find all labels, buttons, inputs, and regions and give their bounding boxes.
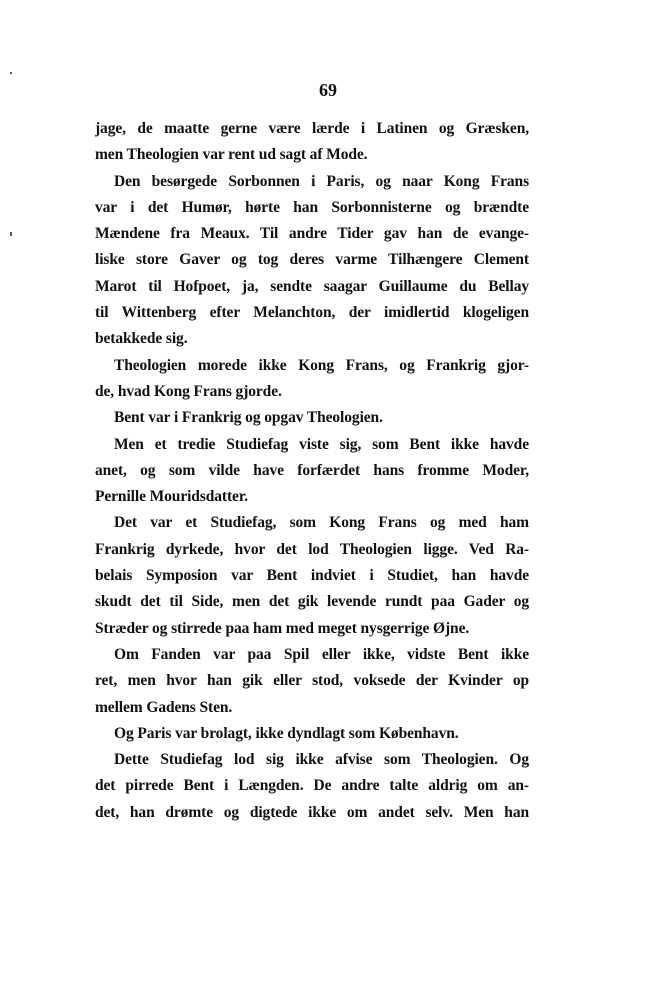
text-line: belais Symposion var Bent indviet i Studiet, han havde [95, 567, 529, 585]
margin-mark-middle [10, 232, 12, 236]
text-line: Marot til Hofpoet, ja, sendte saagar Guillaume du Bellay [95, 277, 529, 295]
body-text [95, 116, 529, 826]
text-line: ret, men hvor han gik eller stod, voksede der Kvinder op [95, 672, 529, 690]
text-line: de, hvad Kong Frans gjorde. [95, 382, 282, 400]
margin-mark-top [10, 72, 12, 74]
text-line: Og Paris var brolagt, ikke dyndlagt som København. [114, 724, 459, 742]
text-line: det, han drømte og digtede ikke om andet selv. Men han [95, 803, 529, 821]
text-line: Dette Studiefag lod sig ikke afvise som Theologien. Og [114, 751, 529, 769]
text-line: jage, de maatte gerne være lærde i Latinen og Græsken, [95, 120, 529, 137]
text-line: Det var et Studiefag, som Kong Frans og med ham [114, 514, 529, 532]
text-line: til Wittenberg efter Melanchton, der imidlertid klogeligen [95, 304, 529, 322]
text-line: Stræder og stirrede paa ham med meget nysgerrige Øjne. [95, 619, 470, 637]
text-line: betakkede sig. [95, 330, 188, 348]
text-line: mellem Gadens Sten. [95, 698, 233, 716]
page-number: 69 [319, 80, 337, 100]
text-line: anet, og som vilde have forfærdet hans fromme Moder, [95, 461, 529, 479]
text-line: Frankrig dyrkede, hvor det lod Theologien ligge. Ved Ra- [95, 540, 529, 558]
text-line: var i det Humør, hørte han Sorbonnisterne og brændte [95, 198, 529, 216]
text-line: Theologien morede ikke Kong Frans, og Frankrig gjor- [114, 356, 529, 374]
text-line: Bent var i Frankrig og opgav Theologien. [114, 409, 383, 427]
text-line: Mændene fra Meaux. Til andre Tider gav han de evange- [95, 225, 529, 243]
text-line: men Theologien var rent ud sagt af Mode. [95, 146, 368, 164]
text-line: det pirrede Bent i Længden. De andre talte aldrig om an- [95, 777, 529, 795]
text-line: Om Fanden var paa Spil eller ikke, vidste Bent ikke [114, 645, 529, 663]
text-line: Men et tredie Studiefag viste sig, som Bent ikke havde [114, 435, 529, 453]
text-line: liske store Gaver og tog deres varme Tilhængere Clement [95, 251, 529, 269]
text-line: skudt det til Side, men det gik levende rundt paa Gader og [95, 593, 529, 611]
text-line: Pernille Mouridsdatter. [95, 488, 248, 506]
text-line: Den besørgede Sorbonnen i Paris, og naar Kong Frans [114, 172, 529, 190]
